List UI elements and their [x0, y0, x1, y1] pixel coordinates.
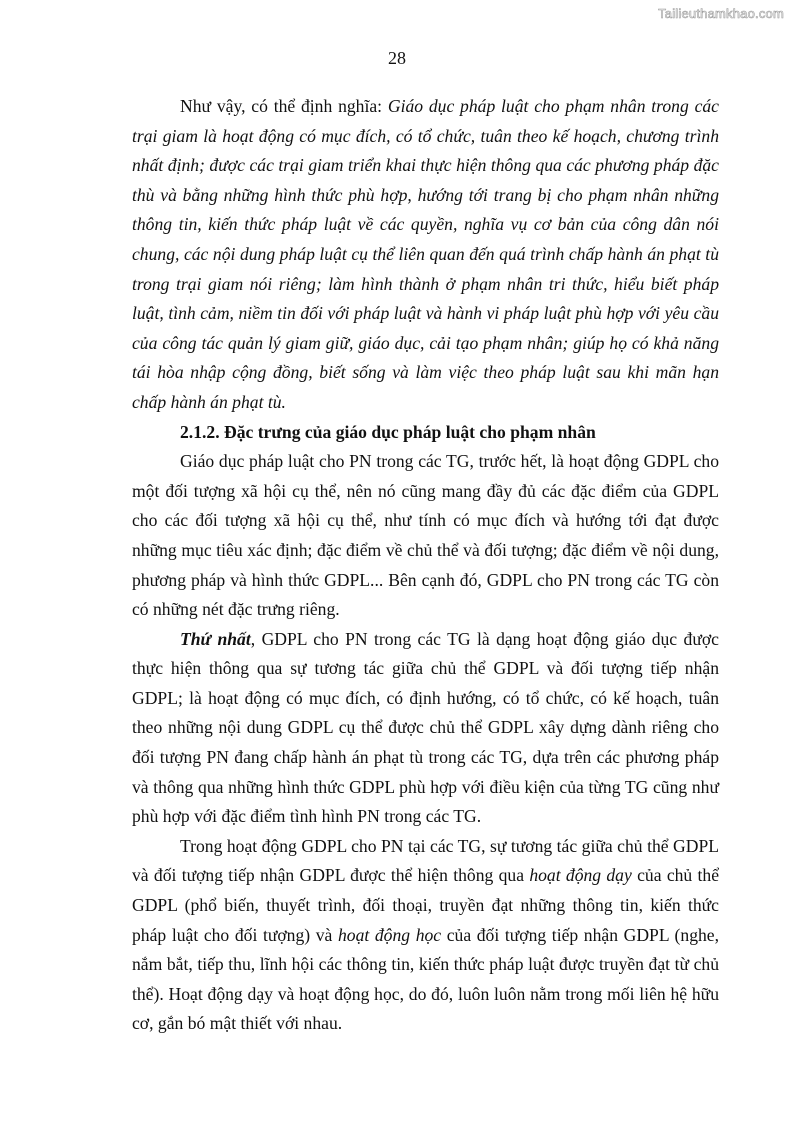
first-point-label: Thứ nhất [180, 628, 251, 649]
interaction-text-1: Trong hoạt động GDPL cho PN tại các TG, sự tương tác giữa chủ thể GDPL và đối tượng tiếp nhận GDPL được thể hiện thông qua [132, 835, 719, 886]
general-characteristics-paragraph: Giáo dục pháp luật cho PN trong các TG, trước hết, là hoạt động GDPL cho một đối tượng xã hội cụ thể, nên nó cũng mang đầy đủ các đặc điểm của GDPL cho các đối tượng xã hội cụ thể, như tính có mục đích và hướng tới đạt được những mục tiêu xác định; đặc điểm về chủ thể và đối tượng; đặc điểm về nội dung, phương pháp và hình thức GDPL... Bên cạnh đó, GDPL cho PN trong các TG còn có những nét đặc trưng riêng. [132, 451, 719, 620]
first-point-text: , GDPL cho PN trong các TG là dạng hoạt động giáo dục được thực hiện thông qua sự tương tác giữa chủ thể GDPL và đối tượng tiếp nhận GDPL; là hoạt động có mục đích, có định hướng, có tổ chức, có kế hoạch, tuân theo những nội dung GDPL cụ thể được chủ thể GDPL xây dựng dành riêng cho đối tượng PN đang chấp hành án phạt tù trong các TG, dựa trên các phương pháp và thông qua những hình thức GDPL phù hợp với điều kiện của từng TG cũng như phù hợp với đặc điểm tình hình PN trong các TG. [132, 628, 719, 827]
first-characteristic-paragraph [132, 625, 719, 832]
section-heading: 2.1.2. Đặc trưng của giáo dục pháp luật cho phạm nhân [180, 421, 596, 442]
learning-activity-term: hoạt động học [337, 924, 442, 945]
interaction-text-2: của chủ thể GDPL (phổ biến, thuyết trình, đối thoại, truyền đạt những thông tin, kiến thức pháp luật cho đối tượng) và [132, 865, 720, 945]
definition-paragraph [132, 92, 719, 418]
definition-lead: Như vậy, có thể định nghĩa: [180, 96, 388, 116]
watermark: Tailieuthamkhao.com [658, 6, 784, 21]
interaction-text-3: của đối tượng tiếp nhận GDPL (nghe, nắm bắt, tiếp thu, lĩnh hội các thông tin, kiến thức pháp luật được truyền đạt từ chủ thể). Hoạt động dạy và hoạt động học, do đó, luôn luôn nằm trong mối liên hệ hữu cơ, gắn bó mật thiết với nhau. [132, 924, 719, 1034]
definition-text: Giáo dục pháp luật cho phạm nhân trong các trại giam là hoạt động có mục đích, có tổ chức, tuân theo kế hoạch, chương trình nhất định; được các trại giam triển khai thực hiện thông qua các phương pháp đặc thù và bằng những hình thức phù hợp, hướng tới trang bị cho phạm nhân những thông tin, kiến thức pháp luật về các quyền, nghĩa vụ cơ bản của công dân nói chung, các nội dung pháp luật cụ thể liên quan đến quá trình chấp hành án phạt tù trong trại giam nói riêng; làm hình thành ở phạm nhân tri thức, hiểu biết pháp luật, tình cảm, niềm tin đối với pháp luật và hành vi pháp luật phù hợp với yêu cầu của công tác quản lý giam giữ, giáo dục, cải tạo phạm nhân; giúp họ có khả năng tái hòa nhập cộng đồng, biết sống và làm việc theo pháp luật sau khi mãn hạn chấp hành án phạt tù. [132, 96, 719, 412]
interaction-paragraph [132, 832, 719, 1039]
teaching-activity-term: hoạt động dạy [529, 865, 632, 886]
page-number: 28 [388, 48, 406, 68]
document-body [132, 92, 719, 1039]
